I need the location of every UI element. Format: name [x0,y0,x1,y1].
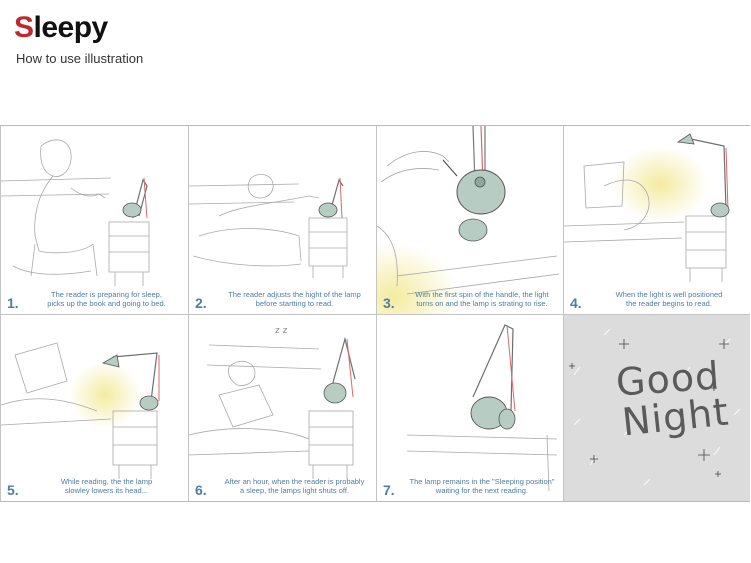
panel-7-caption [383,477,559,497]
title-rest: leepy [33,11,108,44]
panel-3-lamp [443,126,505,241]
panel-5-text-line1: While reading, the the lamp [60,477,153,486]
panel-7-text-line2: waiting for the next reading. [435,486,529,495]
title-first-letter: S [14,11,34,44]
panel-6-number: 6. [195,482,207,498]
panel-3-text-line2: turns on and the lamp is strating to rise. [416,299,548,308]
snore-mark: z z [275,326,288,336]
panel-2-text-line1: The reader adjusts the hight of the lamp [228,290,361,299]
panel-1-caption [7,290,184,310]
panel-6 [188,314,376,501]
panel-1-text-line2: picks up the book and going to bed. [47,299,166,308]
panel-4-light-glow [612,146,708,222]
panel-3-sketch [377,126,563,314]
page-title [14,10,108,46]
panel-4-number: 4. [570,295,582,311]
panel-4-text-line1: When the light is well positioned [615,290,723,299]
panel-7-number: 7. [383,482,395,498]
panel-1-text-line1: The reader is preparing for sleep, [51,290,162,299]
panel-3-text-line1: With the first spin of the handle, the light [415,290,549,299]
panel-5-light-glow [69,361,141,429]
panel-7 [376,314,563,501]
panel-2-lamp [319,178,343,218]
panel-1 [0,126,188,314]
panel-7-text-line1: The lamp remains in the "Sleeping position" [409,477,555,486]
panel-6-text-line2: a sleep, the lamps light shuts off. [239,486,350,495]
panel-7-sketch [377,315,563,501]
storyboard-grid [0,125,750,502]
panel-5-sketch [1,315,188,501]
panel-6-sketch [189,315,376,501]
panel-3-number: 3. [383,295,395,311]
panel-4 [563,126,750,314]
panel-good-night [563,314,750,501]
panel-5-text-line2: slowley lowers its head... [65,486,148,495]
panel-2-number: 2. [195,295,207,311]
page-subtitle: How to use illustration [16,51,144,66]
panel-5 [0,314,188,501]
panel-1-sketch [1,126,188,314]
panel-4-sketch [564,126,750,314]
panel-4-caption [570,290,746,310]
panel-2-caption [195,290,372,310]
panel-5-number: 5. [7,482,19,498]
good-text: Good [614,353,722,405]
panel-4-text-line2: the reader begins to read. [626,299,712,308]
panel-2-text-line2: before startting to read. [255,299,334,308]
panel-3 [376,126,563,314]
panel-6-caption [195,477,372,497]
panel-2 [188,126,376,314]
panel-1-number: 1. [7,295,19,311]
panel-2-sketch [189,126,376,314]
panel-7-lamp [471,325,515,429]
panel-6-text-line1: After an hour, when the reader is probably [224,477,365,486]
panel-3-caption [383,290,559,310]
panel-6-lamp [324,339,355,403]
panel-5-caption [7,477,184,497]
panel-1-lamp [123,178,147,218]
night-text: Night [619,389,732,445]
